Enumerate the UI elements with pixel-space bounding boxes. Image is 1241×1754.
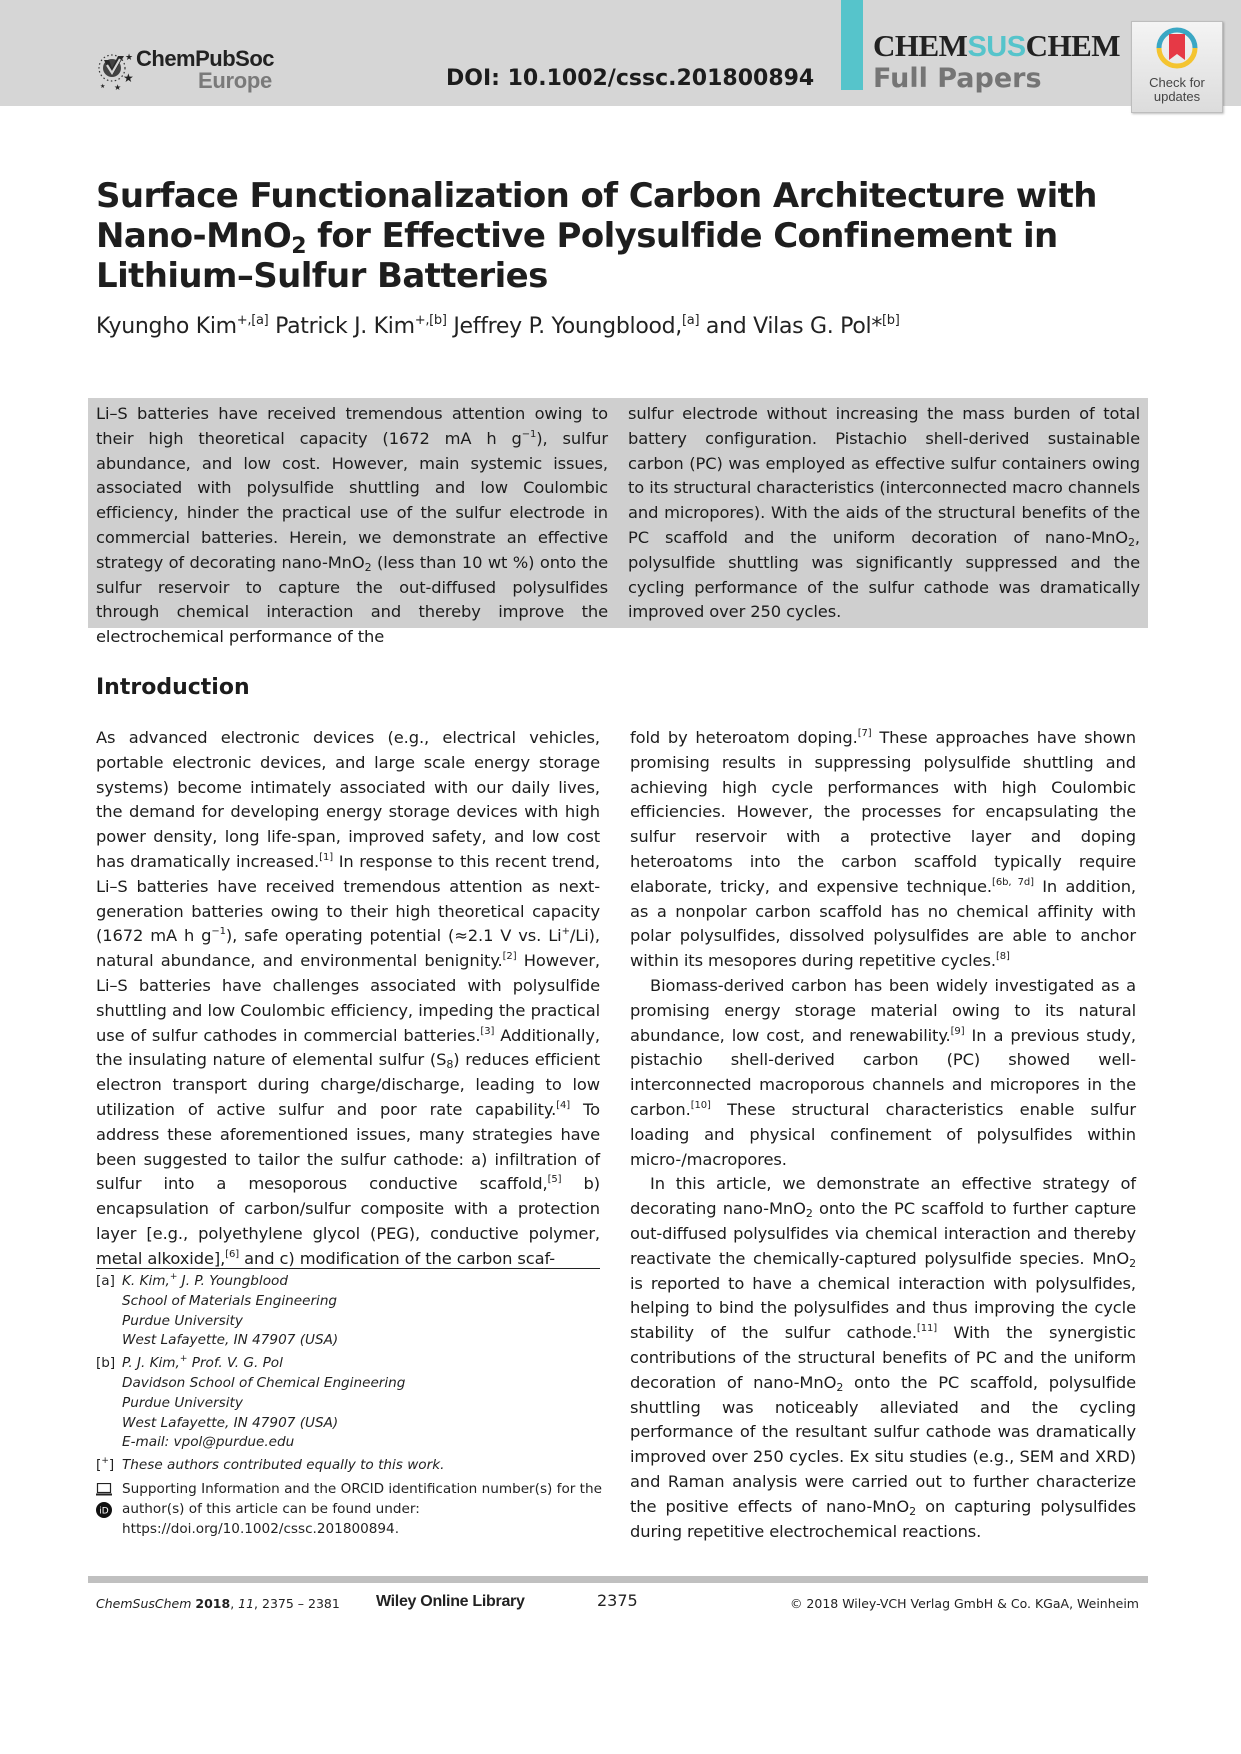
svg-text:★: ★ bbox=[114, 83, 122, 90]
page-number: 2375 bbox=[597, 1591, 638, 1610]
abstract bbox=[88, 398, 1148, 647]
citation-link[interactable]: [11] bbox=[916, 1323, 938, 1335]
orcid-icon bbox=[96, 1502, 112, 1518]
email-link[interactable]: E-mail: vpol@purdue.edu bbox=[122, 1434, 295, 1451]
paragraph: In this article, we demonstrate an effective strategy of decorating nano-MnO$_2$ onto the PC scaffold to further capture out-diffused polysulfides via chemical interaction and thereby reactivate the chemically-captured polysulfide species. MnO$_2$ is reported to have a chemical interaction with polysulfides, helping to bind the polysulfides and thus improving the cycle stability of the sulfur cathode.[11] With the synergistic contributions of the structural benefits of PC and the uniform decoration of nano-MnO$_2$ onto the PC scaffold, polysulfide shuttling was noticeably alleviated and the cycling performance of the resultant sulfur cathode was dramatically improved over 250 cycles. Ex situ studies (e.g., SEM and XRD) and Raman analysis were carried out to further characterize the positive effects of nano-MnO$_2$ on capturing polysulfides during repetitive electrochemical reactions. bbox=[630, 1174, 1136, 1541]
footnote-divider bbox=[96, 1268, 600, 1269]
citation-link[interactable]: [10] bbox=[690, 1099, 711, 1111]
body-column-2 bbox=[630, 726, 1136, 1544]
svg-text:★: ★ bbox=[100, 83, 106, 90]
chempubsoc-logo[interactable] bbox=[96, 44, 286, 94]
citation-link[interactable]: [3] bbox=[480, 1025, 495, 1037]
citation-link[interactable]: [7] bbox=[857, 728, 872, 739]
citation-link[interactable]: [6] bbox=[225, 1248, 240, 1260]
footer-bar bbox=[88, 1576, 1148, 1583]
citation-link[interactable]: [2] bbox=[502, 951, 517, 963]
citation-link[interactable]: [8] bbox=[995, 951, 1010, 963]
article-title: Surface Functionalization of Carbon Architecture with Nano-MnO$_2$ for Effective Polysulfide Confinement in Lithium–Sulfur Batteries bbox=[96, 176, 1097, 296]
supporting-info-computer-icon bbox=[96, 1483, 112, 1496]
svg-text:★: ★ bbox=[123, 71, 134, 85]
author: Jeffrey P. Youngblood, bbox=[453, 314, 682, 339]
body-column-1 bbox=[96, 726, 600, 1272]
author-list: Kyungho Kim$^{+,[a]}$ Patrick J. Kim$^{+,[b]}$ Jeffrey P. Youngblood,[a] and Vilas G. Pol*[b] bbox=[96, 313, 900, 339]
citation-link[interactable]: [6b, 7d] bbox=[992, 876, 1034, 888]
logo-text-europe: Europe bbox=[198, 68, 272, 93]
journal-masthead bbox=[873, 30, 1120, 95]
check-for-updates-label: Check for updates bbox=[1149, 75, 1205, 104]
check-for-updates-button[interactable] bbox=[1131, 21, 1223, 113]
citation-link[interactable]: [5] bbox=[547, 1174, 562, 1186]
paragraph: Biomass-derived carbon has been widely investigated as a promising energy storage material owing to its natural abundance, low cost, and renewability.[9] In a previous study, pistachio shell-derived carbon (PC) showed well-interconnected macroporous channels and micropores in the carbon.[10] These structural characteristics enable sulfur loading and physical confinement of polysulfides within micro-/macropores. bbox=[630, 975, 1136, 1169]
footnote-equal-contribution: [+] These authors contributed equally to this work. bbox=[96, 1456, 445, 1474]
doi-label[interactable]: DOI: 10.1002/cssc.201800894 bbox=[446, 66, 815, 91]
paragraph: fold by heteroatom doping.[7] These approaches have shown promising results in suppressing polysulfide shuttling and achieving high cycle performances with high Coulombic efficiencies. However, the processes for encapsulating the sulfur reservoir with a protective layer and doping heteroatoms into the carbon scaffold typically require elaborate, tricky, and expensive technique.[6b, 7d] In addition, as a nonpolar carbon scaffold has no chemical affinity with polar polysulfides, dissolved polysulfides are able to anchor within its mesopores during repetitive cycles.[8] bbox=[630, 728, 1136, 971]
chempubsoc-emblem-icon bbox=[96, 46, 134, 90]
author: and Vilas G. Pol* bbox=[705, 314, 883, 339]
supporting-information-note: iD Supporting Information and the ORCID identification number(s) for the author(s) of this article can be found under: https://doi.org/10.1002/cssc.201800894. bbox=[96, 1480, 606, 1539]
footnote-affiliation-b: [b] P. J. Kim,+ Prof. V. G. Pol Davidson School of Chemical Engineering Purdue University West Lafayette, IN 47907 (USA) E-mail: vpol@purdue.edu bbox=[96, 1354, 606, 1453]
journal-accent-bar bbox=[841, 0, 863, 90]
section-heading-introduction: Introduction bbox=[96, 675, 250, 700]
copyright: © 2018 Wiley-VCH Verlag GmbH & Co. KGaA, Weinheim bbox=[789, 1596, 1139, 1611]
citation-link[interactable]: [9] bbox=[950, 1025, 965, 1037]
svg-text:iD: iD bbox=[99, 1506, 109, 1517]
affiliation-footnotes bbox=[96, 1272, 606, 1539]
check-for-updates-icon bbox=[1155, 26, 1199, 74]
abstract-column-2: sulfur electrode without increasing the mass burden of total battery configuration. Pistachio shell-derived sustainable carbon (PC) was employed as effective sulfur containers owing to its structural characteristics (interconnected macro channels and micropores). With the aids of the structural benefits of the PC scaffold and the uniform decoration of nano-MnO$_2$, polysulfide shuttling was significantly suppressed and the cycling performance of the sulfur cathode was dramatically improved over 250 cycles. bbox=[628, 404, 1140, 622]
citation-link[interactable]: [4] bbox=[556, 1099, 571, 1111]
supporting-info-link[interactable]: https://doi.org/10.1002/cssc.201800894. bbox=[122, 1520, 400, 1537]
author: Patrick J. Kim bbox=[275, 314, 415, 339]
abstract-column-1: Li–S batteries have received tremendous attention owing to their high theoretical capacity (1672 mA h $g^{-1}$), sulfur abundance, and low cost. However, main systemic issues, associated with polysulfide shuttling and low Coulombic efficiency, hinder the practical use of the sulfur electrode in commercial batteries. Herein, we demonstrate an effective strategy of decorating nano-MnO$_2$ (less than 10 wt %) onto the sulfur reservoir to capture the out-diffused polysulfides through chemical interaction and thereby improve the electrochemical performance of the bbox=[96, 404, 608, 647]
svg-text:★: ★ bbox=[125, 53, 134, 63]
author: Kyungho Kim bbox=[96, 314, 237, 339]
article-type: Full Papers bbox=[873, 63, 1042, 94]
footnote-affiliation-a: [a] K. Kim,+ J. P. Youngblood School of Materials Engineering Purdue University West Lafayette, IN 47907 (USA) bbox=[96, 1272, 339, 1349]
footer-citation: ChemSusChem 2018, 11, 2375 – 2381 bbox=[96, 1596, 340, 1611]
wiley-online-library-link[interactable]: Wiley Online Library bbox=[376, 1593, 525, 1610]
logo-text-chempubsoc: ChemPubSoc bbox=[136, 46, 275, 71]
citation-link[interactable]: [1] bbox=[319, 851, 334, 863]
journal-name: CHEMSUSCHEM bbox=[873, 28, 1121, 63]
paragraph: As advanced electronic devices (e.g., electrical vehicles, portable electronic devices, and large scale energy storage systems) become intimately associated with our daily lives, the demand for developing energy storage devices with high power density, long life-span, improved safety, and low cost has dramatically increased.[1] In response to this recent trend, Li–S batteries have received tremendous attention as next-generation batteries owing to their high theoretical capacity (1672 mA h $g^{-1}$), safe operating potential (≈2.1 V vs. Li+/Li), natural abundance, and environmental benignity.[2] However, Li–S batteries have challenges associated with polysulfide shuttling and low Coulombic efficiency, impeding the practical use of sulfur cathodes in commercial batteries.[3] Additionally, the insulating nature of elemental sulfur $(S_8)$ reduces efficient electron transport during charge/discharge, leading to low utilization of active sulfur and poor rate capability.[4] To address these aforementioned issues, many strategies have been suggested to tailor the sulfur cathode: a) infiltration of sulfur into a mesoporous conductive scaffold,[5] b) encapsulation of carbon/sulfur composite with a protection layer [e.g., polyethylene glycol (PEG), conductive polymer, metal alkoxide],[6] and c) modification of the carbon scaf- bbox=[96, 728, 601, 1268]
